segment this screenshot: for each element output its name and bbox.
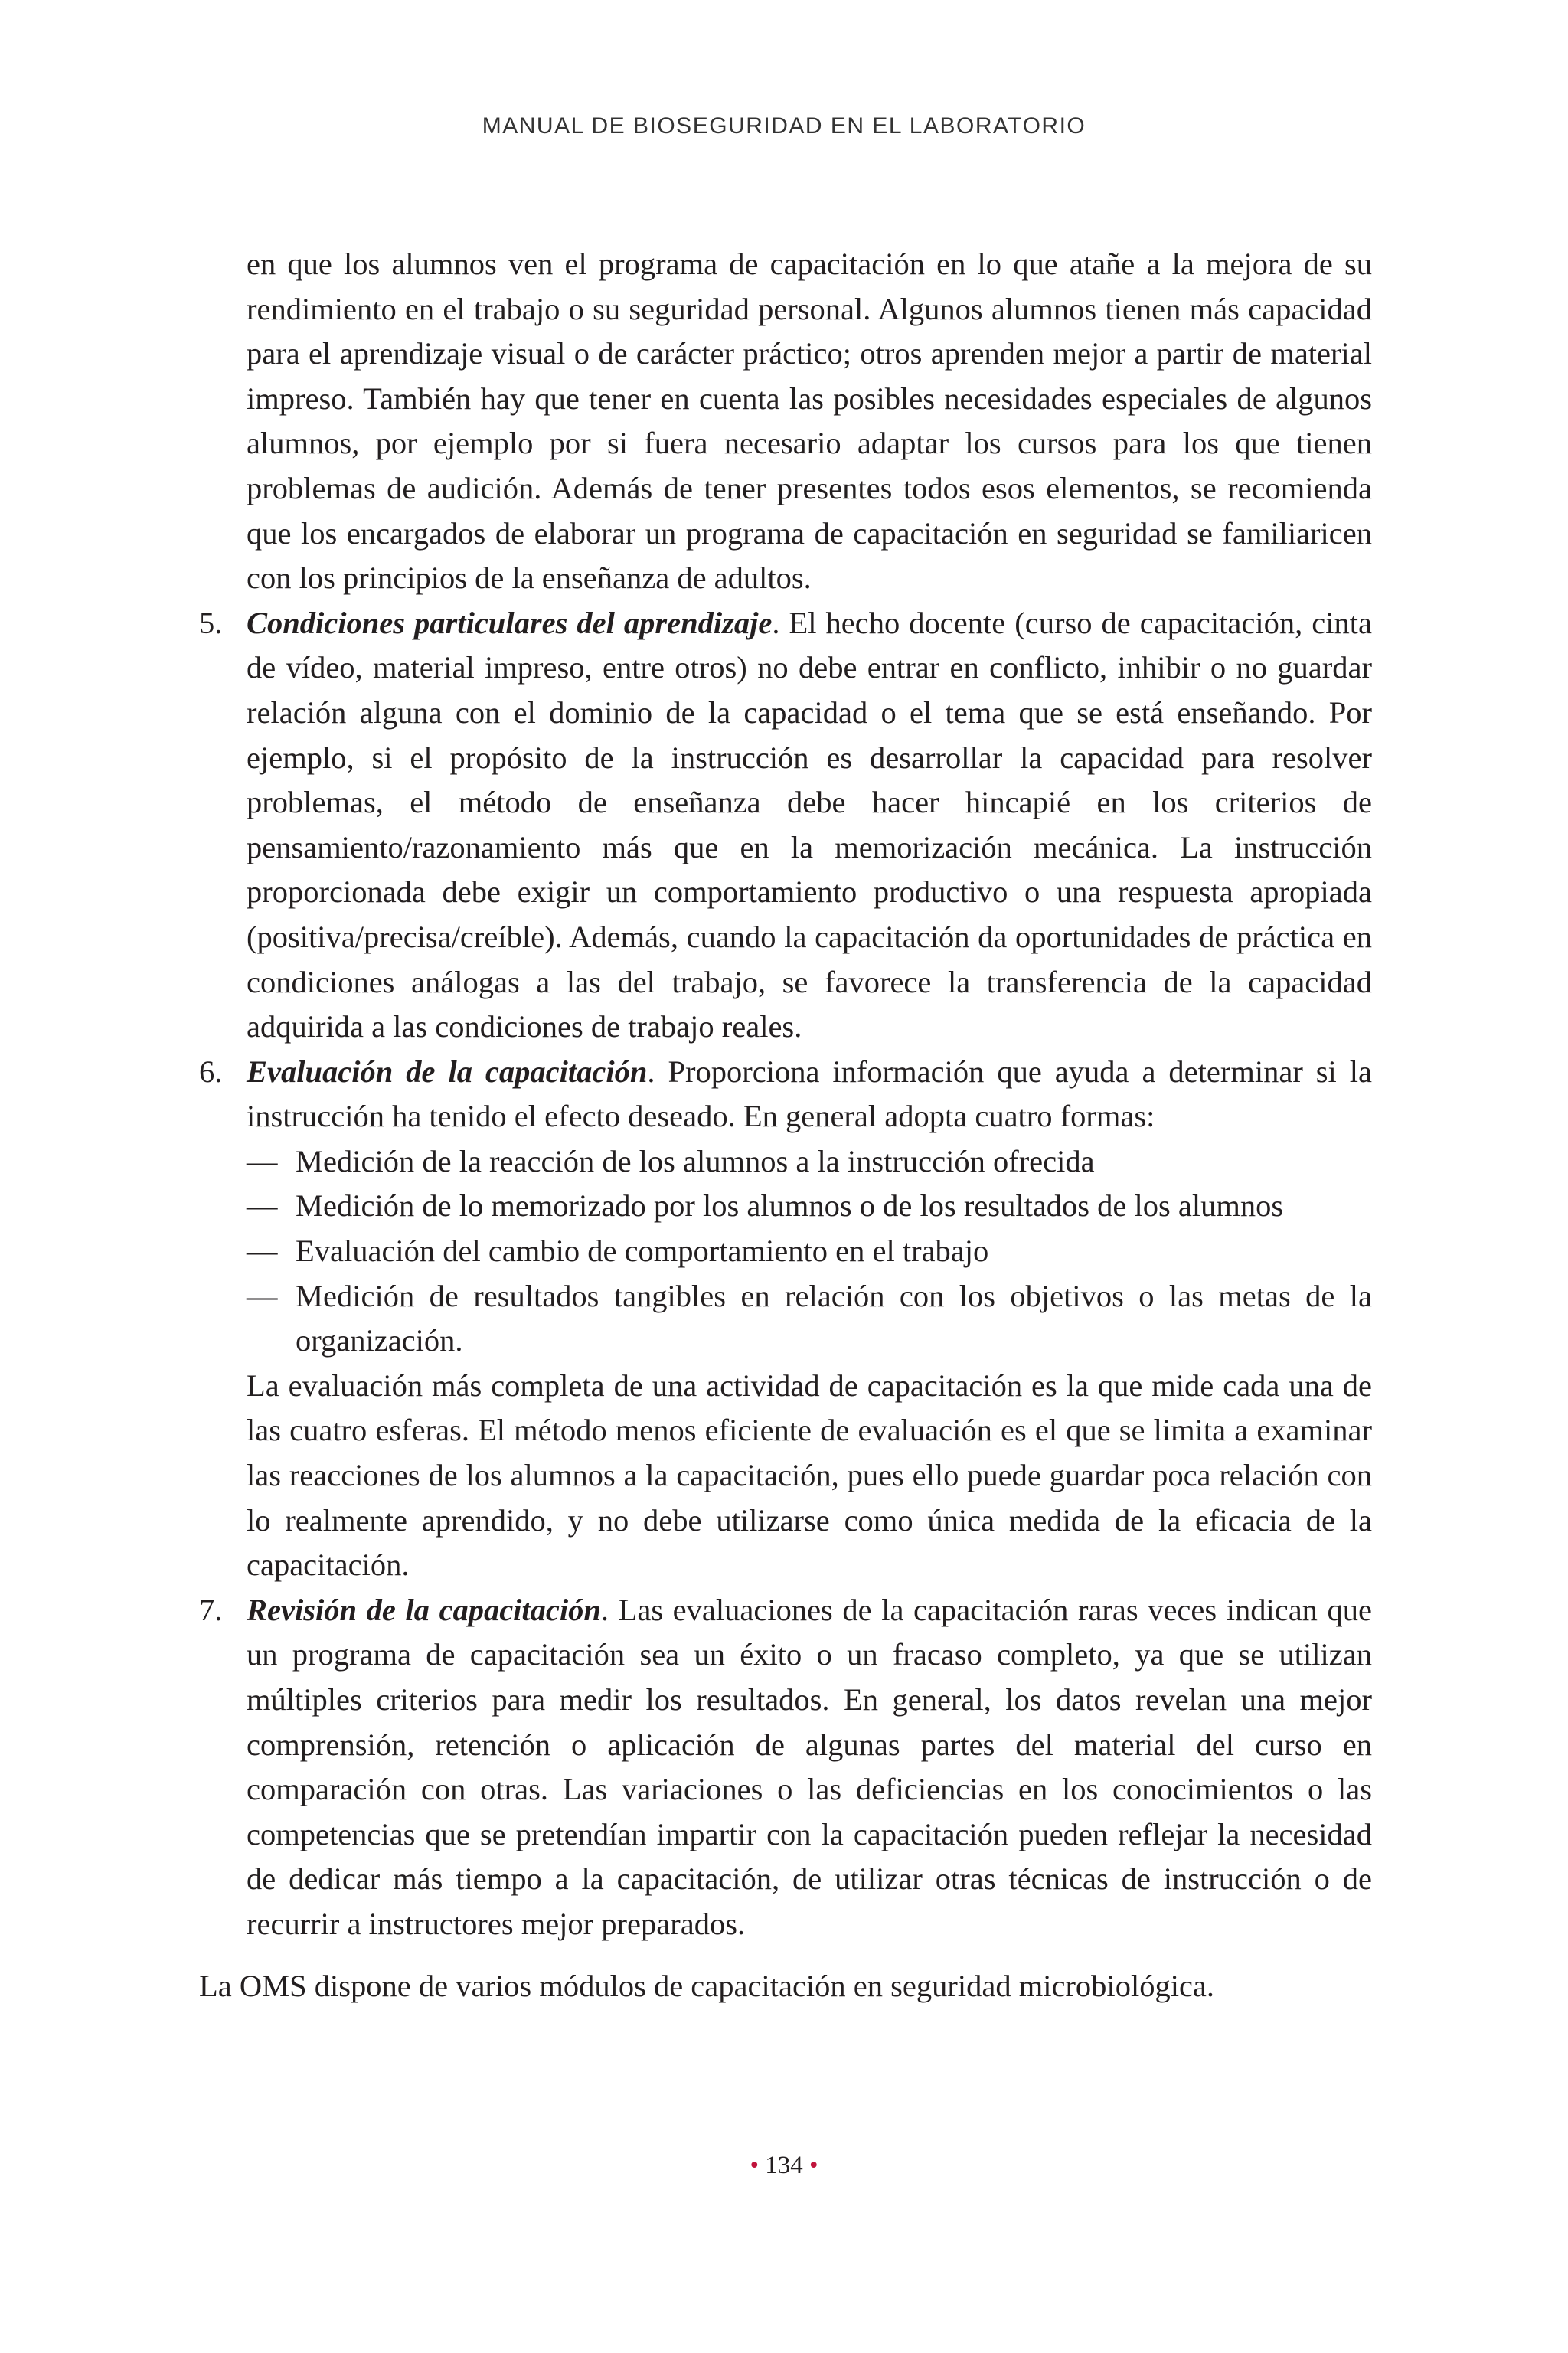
item-paragraph [247,601,1372,1050]
main-text [199,242,1372,2008]
list-item [199,1184,1372,1229]
page-number-dot-left: • [750,2152,759,2179]
bullet-text: Medición de resultados tangibles en relación con los objetivos o las metas de la organización. [296,1278,1372,1358]
item-text: . Las evaluaciones de la capacitación raras veces indican que un programa de capacitación sea un éxito o un fracaso completo, ya que se utilizan múltiples criterios para medir los resultados. En general, los datos revelan una mejor comprensión, retención o aplicación de algunas partes del material del curso en comparación con otras. Las variaciones o las deficiencias en los conocimientos o las competencias que se pretendían impartir con la capacitación pueden reflejar la necesidad de dedicar más tiempo a la capacitación, de utilizar otras técnicas de instrucción o de recurrir a instructores mejor preparados. [247,1592,1372,1941]
evaluation-summary-paragraph: La evaluación más completa de una actividad de capacitación es la que mide cada una de las cuatro esferas. El método menos eficiente de evaluación es el que se limita a examinar las reacciones de los alumnos a la capacitación, pues ello puede guardar poca relación con lo realmente aprendido, y no debe utilizarse como única medida de la eficacia de la capacitación. [247,1368,1372,1583]
item-text: . Proporciona información que ayuda a determinar si la instrucción ha tenido el efecto deseado. En general adopta cuatro formas: [247,1054,1372,1134]
page-number [0,2152,1568,2180]
dash-icon: — [247,1188,278,1224]
item-number: 5. [199,605,223,640]
dash-icon: — [247,1234,278,1269]
item-title: Revisión de la capacitación [247,1592,601,1627]
evaluation-forms-list [199,1139,1372,1364]
item-text: . El hecho docente (curso de capacitación, cinta de vídeo, material impreso, entre otros) no debe entrar en conflicto, inhibir o no guardar relación alguna con el dominio de la capacidad o el tema que se está enseñando. Por ejemplo, si el propósito de la instrucción es desarrollar la capacidad para resolver problemas, el método de enseñanza debe hacer hincapié en los criterios de pensamiento/razonamiento más que en la memorización mecánica. La instrucción proporcionada debe exigir un comportamiento productivo o una respuesta apropiada (positiva/precisa/creíble). Además, cuando la capacitación da oportunidades de práctica en condiciones análogas a las del trabajo, se favorece la transferencia de la capacidad adquirida a las condiciones de trabajo reales. [247,605,1372,1044]
list-item-7 [199,1588,1372,1947]
item-paragraph [247,1588,1372,1947]
page-number-value: 134 [765,2152,803,2179]
list-item-6 [199,1050,1372,1139]
dash-icon: — [247,1278,278,1313]
continuation-paragraph: en que los alumnos ven el programa de capacitación en lo que atañe a la mejora de su rendimiento en el trabajo o su seguridad personal. Algunos alumnos tienen más capacidad para el aprendizaje visual o de carácter práctico; otros aprenden mejor a partir de material impreso. También hay que tener en cuenta las posibles necesidades especiales de algunos alumnos, por ejemplo por si fuera necesario adaptar los cursos para los que tienen problemas de audición. Además de tener presentes todos esos elementos, se recomienda que los encargados de elaborar un programa de capacitación en seguridad se familiaricen con los principios de la enseñanza de adultos. [247,247,1372,596]
page-number-dot-right: • [809,2152,818,2179]
item-title: Evaluación de la capacitación [247,1054,648,1089]
bullet-text: Medición de la reacción de los alumnos a la instrucción ofrecida [296,1143,1095,1178]
running-head: MANUAL DE BIOSEGURIDAD EN EL LABORATORIO [482,113,1086,139]
item-number: 6. [199,1054,223,1089]
list-item-5 [199,601,1372,1050]
list-item [199,1139,1372,1185]
list-item [199,1274,1372,1364]
item-paragraph [247,1050,1372,1139]
dash-icon: — [247,1143,278,1178]
item-title: Condiciones particulares del aprendizaje [247,605,773,640]
bullet-text: Evaluación del cambio de comportamiento en el trabajo [296,1234,989,1269]
bullet-text: Medición de lo memorizado por los alumnos o de los resultados de los alumnos [296,1188,1284,1224]
list-item [199,1229,1372,1274]
closing-paragraph: La OMS dispone de varios módulos de capacitación en seguridad microbiológica. [199,1968,1215,2003]
item-number: 7. [199,1592,223,1627]
